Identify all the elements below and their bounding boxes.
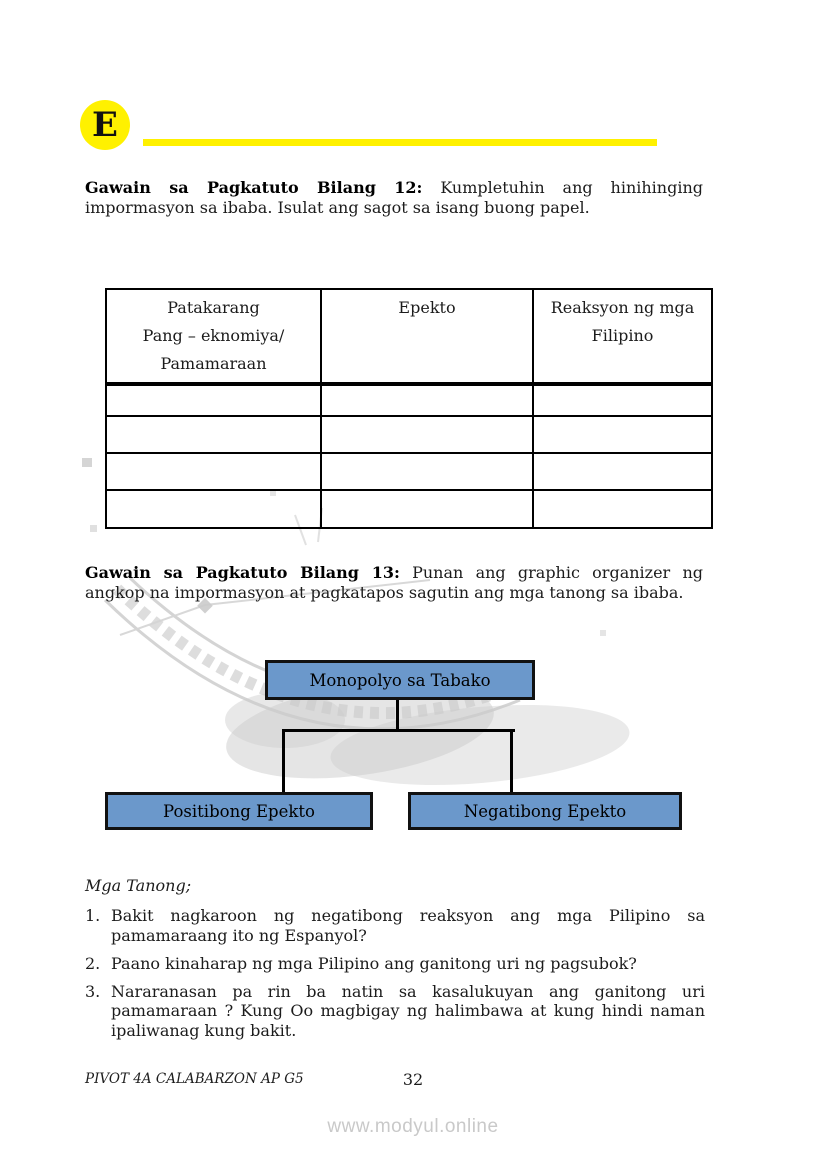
question-number: 2. (85, 954, 101, 973)
empty-cell (321, 453, 533, 490)
connector-line-root (396, 700, 399, 731)
organizer-root-box (265, 660, 535, 700)
footer-page-number: 32 (402, 1070, 424, 1089)
table-header-cell-patakaran (106, 289, 321, 384)
header-line: Filipino (591, 326, 654, 345)
empty-cell (106, 384, 321, 416)
footer-module-label: PIVOT 4A CALABARZON AP G5 (85, 1071, 304, 1087)
table-row (106, 453, 712, 490)
table-header-cell-epekto (321, 289, 533, 384)
question-item (85, 906, 705, 945)
empty-cell (533, 416, 712, 453)
header-line: Reaksyon ng mga (550, 298, 695, 317)
question-item (85, 954, 705, 974)
organizer-positive-box (105, 792, 373, 830)
connector-line-horizontal (282, 729, 515, 732)
organizer-negative-label: Negatibong Epekto (463, 801, 627, 821)
questions-section (85, 876, 705, 1040)
activity13-title: Gawain sa Pagkatuto Bilang 13: (85, 563, 400, 582)
header-line: Epekto (398, 298, 456, 317)
organizer-root-label: Monopolyo sa Tabako (309, 670, 491, 690)
activity13-paragraph (85, 563, 703, 603)
header-line: Pamamaraan (160, 354, 267, 373)
connector-line-right (510, 729, 513, 792)
empty-cell (106, 416, 321, 453)
activity12-paragraph (85, 178, 703, 218)
question-item (85, 982, 705, 1041)
empty-cell (533, 384, 712, 416)
table-row (106, 490, 712, 528)
empty-cell (533, 453, 712, 490)
table-row (106, 416, 712, 453)
empty-cell (106, 490, 321, 528)
question-number: 1. (85, 906, 101, 925)
activity12-instructions: Kumpletuhin ang hinihinging impormasyon sa ibaba. Isulat ang sagot sa isang buong papel. (85, 178, 703, 217)
question-number: 3. (85, 981, 101, 1001)
empty-cell (321, 416, 533, 453)
table-row (106, 384, 712, 416)
connector-line-left (282, 729, 285, 792)
empty-cell (106, 453, 321, 490)
section-e-badge (80, 100, 130, 150)
table-header-row (106, 289, 712, 384)
section-letter: E (92, 105, 118, 145)
activity12-table (105, 288, 713, 529)
table-header-cell-reaksyon (533, 289, 712, 384)
empty-cell (321, 490, 533, 528)
questions-heading: Mga Tanong; (85, 876, 192, 895)
activity13-instructions: Punan ang graphic organizer ng angkop na impormasyon at pagkatapos sagutin ang mga tanong sa ibaba. (85, 563, 703, 602)
activity12-title: Gawain sa Pagkatuto Bilang 12: (85, 178, 423, 197)
header-line: Patakarang (167, 298, 260, 317)
organizer-positive-label: Positibong Epekto (163, 801, 315, 821)
question-text: Paano kinaharap ng mga Pilipino ang ganitong uri ng pagsubok? (111, 954, 637, 973)
yellow-divider-rule (143, 139, 657, 146)
header-line: Pang – eknomiya/ (142, 326, 285, 345)
empty-cell (321, 384, 533, 416)
question-text: Bakit nagkaroon ng negatibong reaksyon ang mga Pilipino sa pamamaraang ito ng Espanyol? (111, 906, 705, 945)
organizer-negative-box (408, 792, 682, 830)
question-text: Nararanasan pa rin ba natin sa kasalukuyan ang ganitong uri pamamaraan ? Kung Oo magbigay ng halimbawa at kung hindi naman ipaliwanag kung bakit. (111, 981, 705, 1040)
empty-cell (533, 490, 712, 528)
watermark-url: www.modyul.online (327, 1116, 499, 1137)
